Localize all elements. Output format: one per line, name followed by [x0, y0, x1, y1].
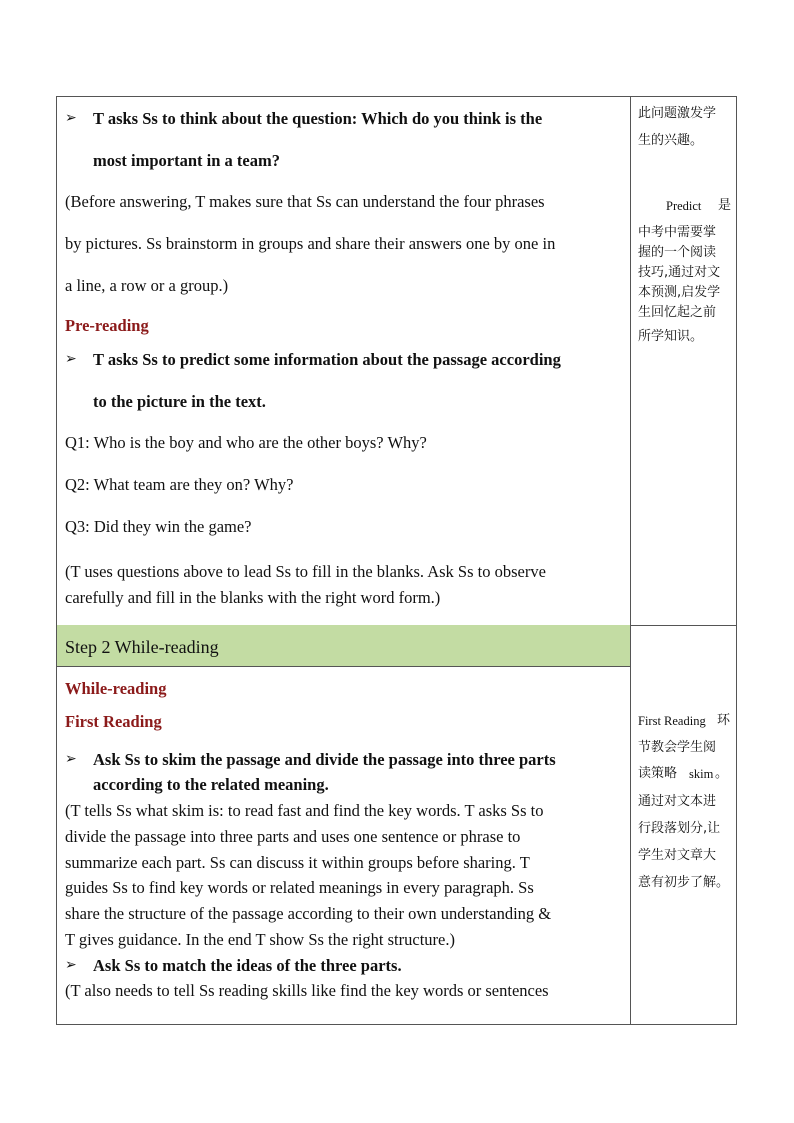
note-word: Predict: [666, 199, 702, 213]
note-line: 所学知识。: [638, 329, 704, 344]
step-header-divider: [57, 666, 630, 667]
note-line: 节教会学生阅: [638, 740, 717, 755]
section-heading-pre-reading: Pre-reading: [65, 316, 149, 335]
question-line: Ask Ss to skim the passage and divide the passage into three parts: [93, 750, 556, 769]
note-word: 是: [718, 198, 732, 213]
arrow-bullet-icon: ➢: [65, 752, 77, 767]
question-item: Q1: Who is the boy and who are the other boys? Why?: [65, 433, 427, 452]
paragraph-line: share the structure of the passage according to their own understanding &: [65, 904, 552, 923]
note-word: skim: [689, 767, 714, 781]
note-line: 生回忆起之前: [638, 305, 717, 320]
arrow-bullet-icon: ➢: [65, 352, 77, 367]
section-heading-while-reading: While-reading: [65, 679, 167, 698]
column-divider: [630, 97, 631, 1024]
question-line: T asks Ss to predict some information about the passage according: [93, 350, 561, 369]
note-line-part: 。: [715, 766, 729, 781]
step-heading: Step 2 While-reading: [65, 637, 219, 657]
note-line: 行段落划分,让: [638, 821, 721, 836]
note-line: 技巧,通过对文: [638, 265, 721, 280]
paragraph-line: (T uses questions above to lead Ss to fill in the blanks. Ask Ss to observe: [65, 562, 546, 581]
question-line: T asks Ss to think about the question: Which do you think is the: [93, 109, 543, 128]
note-line: 生的兴趣。: [638, 133, 704, 148]
paragraph-line: guides Ss to find key words or related meanings in every paragraph. Ss: [65, 878, 534, 897]
arrow-bullet-icon: ➢: [65, 958, 77, 973]
note-word: 环: [717, 713, 731, 728]
paragraph-line: by pictures. Ss brainstorm in groups and share their answers one by one in: [65, 234, 556, 253]
note-line: 通过对文本进: [638, 794, 717, 809]
note-word: First Reading: [638, 714, 706, 728]
paragraph-line: (T tells Ss what skim is: to read fast and find the key words. T asks Ss to: [65, 801, 544, 820]
note-line: 中考中需要掌: [638, 225, 717, 240]
paragraph-line: (Before answering, T makes sure that Ss can understand the four phrases: [65, 192, 545, 211]
question-line: to the picture in the text.: [93, 392, 266, 411]
paragraph-line: divide the passage into three parts and uses one sentence or phrase to: [65, 827, 521, 846]
arrow-bullet-icon: ➢: [65, 111, 77, 126]
note-line: 意有初步了解。: [638, 875, 730, 890]
question-item: Q3: Did they win the game?: [65, 517, 252, 536]
note-line: 握的一个阅读: [638, 245, 717, 260]
note-line: 学生对文章大: [638, 848, 717, 863]
question-line: Ask Ss to match the ideas of the three parts.: [93, 956, 402, 975]
note-line: 本预测,启发学: [638, 285, 721, 300]
note-line-part: 读策略: [638, 766, 678, 781]
paragraph-line: summarize each part. Ss can discuss it within groups before sharing. T: [65, 853, 530, 872]
lesson-plan-table: [56, 96, 737, 1025]
question-line: according to the related meaning.: [93, 775, 329, 794]
paragraph-line: carefully and fill in the blanks with the right word form.): [65, 588, 441, 607]
paragraph-line: (T also needs to tell Ss reading skills like find the key words or sentences: [65, 981, 549, 1000]
question-line: most important in a team?: [93, 151, 280, 170]
question-item: Q2: What team are they on? Why?: [65, 475, 294, 494]
paragraph-line: a line, a row or a group.): [65, 276, 229, 295]
paragraph-line: T gives guidance. In the end T show Ss the right structure.): [65, 930, 455, 949]
section-heading-first-reading: First Reading: [65, 712, 162, 731]
note-line: 此问题激发学: [638, 106, 717, 121]
